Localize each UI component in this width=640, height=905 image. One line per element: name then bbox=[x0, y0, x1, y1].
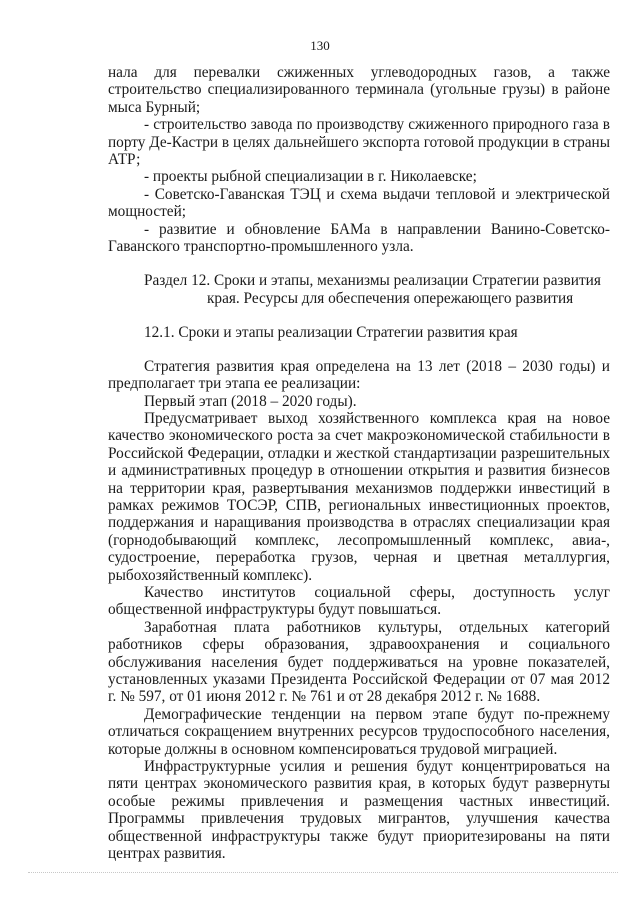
paragraph: Демографические тенденции на первом этапе будут по-прежнему отличаться сокращением внутренних ресурсов трудоспособного населения, которые должны в основном компенсироваться трудовой миграцией. bbox=[108, 705, 610, 758]
paragraph: Первый этап (2018 – 2020 годы). bbox=[144, 392, 357, 410]
paragraph: Заработная плата работников культуры, отдельных категорий работников сферы образования, здравоохранения и социального обслуживания населения будет поддерживаться на уровне показателей, установленных указами Президента Российской Федерации от 07 мая 2012 г. № 597, от 01 июня 2012 г. № 761 и от 28 декабря 2012 г. № 1688. bbox=[108, 618, 610, 706]
subsection-title: 12.1. Сроки и этапы реализации Стратегии развития края bbox=[144, 324, 518, 342]
scan-artifact-line bbox=[28, 872, 618, 873]
document-body bbox=[108, 64, 610, 862]
paragraph: Стратегия развития края определена на 13 лет (2018 – 2030 годы) и предполагает три этапа ее реализации: bbox=[108, 357, 610, 393]
paragraph: Качество институтов социальной сферы, доступность услуг общественной инфраструктуры будут повышаться. bbox=[108, 583, 610, 619]
paragraph: нала для перевалки сжиженных углеводородных газов, а также строительство специализированного терминала (угольные грузы) в районе мыса Бурный; bbox=[108, 64, 610, 116]
section-title bbox=[108, 272, 610, 307]
list-item: - строительство завода по производству сжиженного природного газа в порту Де-Кастри в целях дальнейшего экспорта готовой продукции в страны АТР; bbox=[108, 116, 610, 169]
section-title-line2: края. Ресурсы для обеспечения опережающего развития bbox=[207, 289, 574, 307]
paragraph: Инфраструктурные усилия и решения будут концентрироваться на пяти центрах экономического развития края, в которых будут развернуты особые режимы привлечения и размещения частных инвестиций. Программы привлечения трудовых мигрантов, улучшения качества общественной инфраструктуры также будут приоритезированы на пяти центрах развития. bbox=[108, 758, 610, 863]
list-item: - развитие и обновление БАМа в направлении Ванино-Советско-Гаванского транспортно-промышленного узла. bbox=[108, 220, 610, 256]
list-item: - Советско-Гаванская ТЭЦ и схема выдачи тепловой и электрической мощностей; bbox=[108, 185, 610, 221]
paragraph: Предусматривает выход хозяйственного комплекса края на новое качество экономического роста за счет макроэкономической стабильности в Российской Федерации, отладки и жесткой стандартизации разрешительных и административных процедур в отношении открытия и развития бизнесов на территории края, развертывания механизмов поддержки инвестиций в рамках режимов ТОСЭР, СПВ, региональных инвестиционных проектов, поддержания и наращивания производства в отраслях специализации края (горнодобывающий комплекс, лесопромышленный комплекс, авиа-, судостроение, переработка грузов, черная и цветная металлургия, рыбохозяйственный комплекс). bbox=[108, 409, 610, 584]
list-item: - проекты рыбной специализации в г. Николаевске; bbox=[144, 168, 477, 186]
section-title-line1: Раздел 12. Сроки и этапы, механизмы реализации Стратегии развития bbox=[144, 272, 601, 290]
page-number: 130 bbox=[310, 38, 330, 53]
